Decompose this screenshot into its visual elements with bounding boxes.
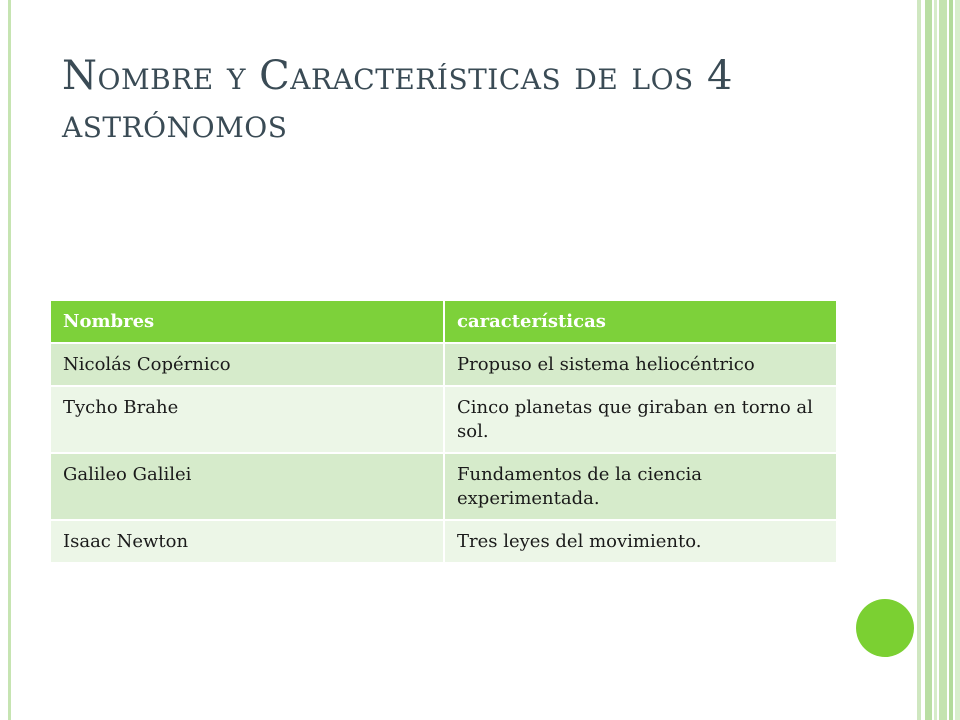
astronomer-name: Tycho Brahe xyxy=(51,386,444,453)
left-frame-line xyxy=(8,0,11,720)
decorative-stripe xyxy=(934,0,937,720)
table-row xyxy=(51,520,836,563)
decorative-circle xyxy=(856,599,914,657)
decorative-stripe xyxy=(925,0,932,720)
decorative-stripe xyxy=(939,0,947,720)
astronomer-feature: Tres leyes del movimiento. xyxy=(444,520,836,563)
astronomer-name: Isaac Newton xyxy=(51,520,444,563)
astronomer-feature: Fundamentos de la ciencia experimentada. xyxy=(444,453,836,520)
astronomer-name: Nicolás Copérnico xyxy=(51,343,444,386)
astronomer-feature: Propuso el sistema heliocéntrico xyxy=(444,343,836,386)
table-row xyxy=(51,386,836,453)
astronomer-name: Galileo Galilei xyxy=(51,453,444,520)
table-header-row xyxy=(51,301,836,343)
astronomers-table xyxy=(51,301,836,564)
astronomer-feature: Cinco planetas que giraban en torno al sol. xyxy=(444,386,836,453)
decorative-stripe xyxy=(917,0,921,720)
table-row xyxy=(51,453,836,520)
column-header-names: Nombres xyxy=(51,301,444,343)
column-header-features: características xyxy=(444,301,836,343)
decorative-stripe xyxy=(955,0,960,720)
table-row xyxy=(51,343,836,386)
decorative-stripe xyxy=(949,0,953,720)
slide-title: Nombre y Características de los 4 astrónomos xyxy=(62,53,733,147)
